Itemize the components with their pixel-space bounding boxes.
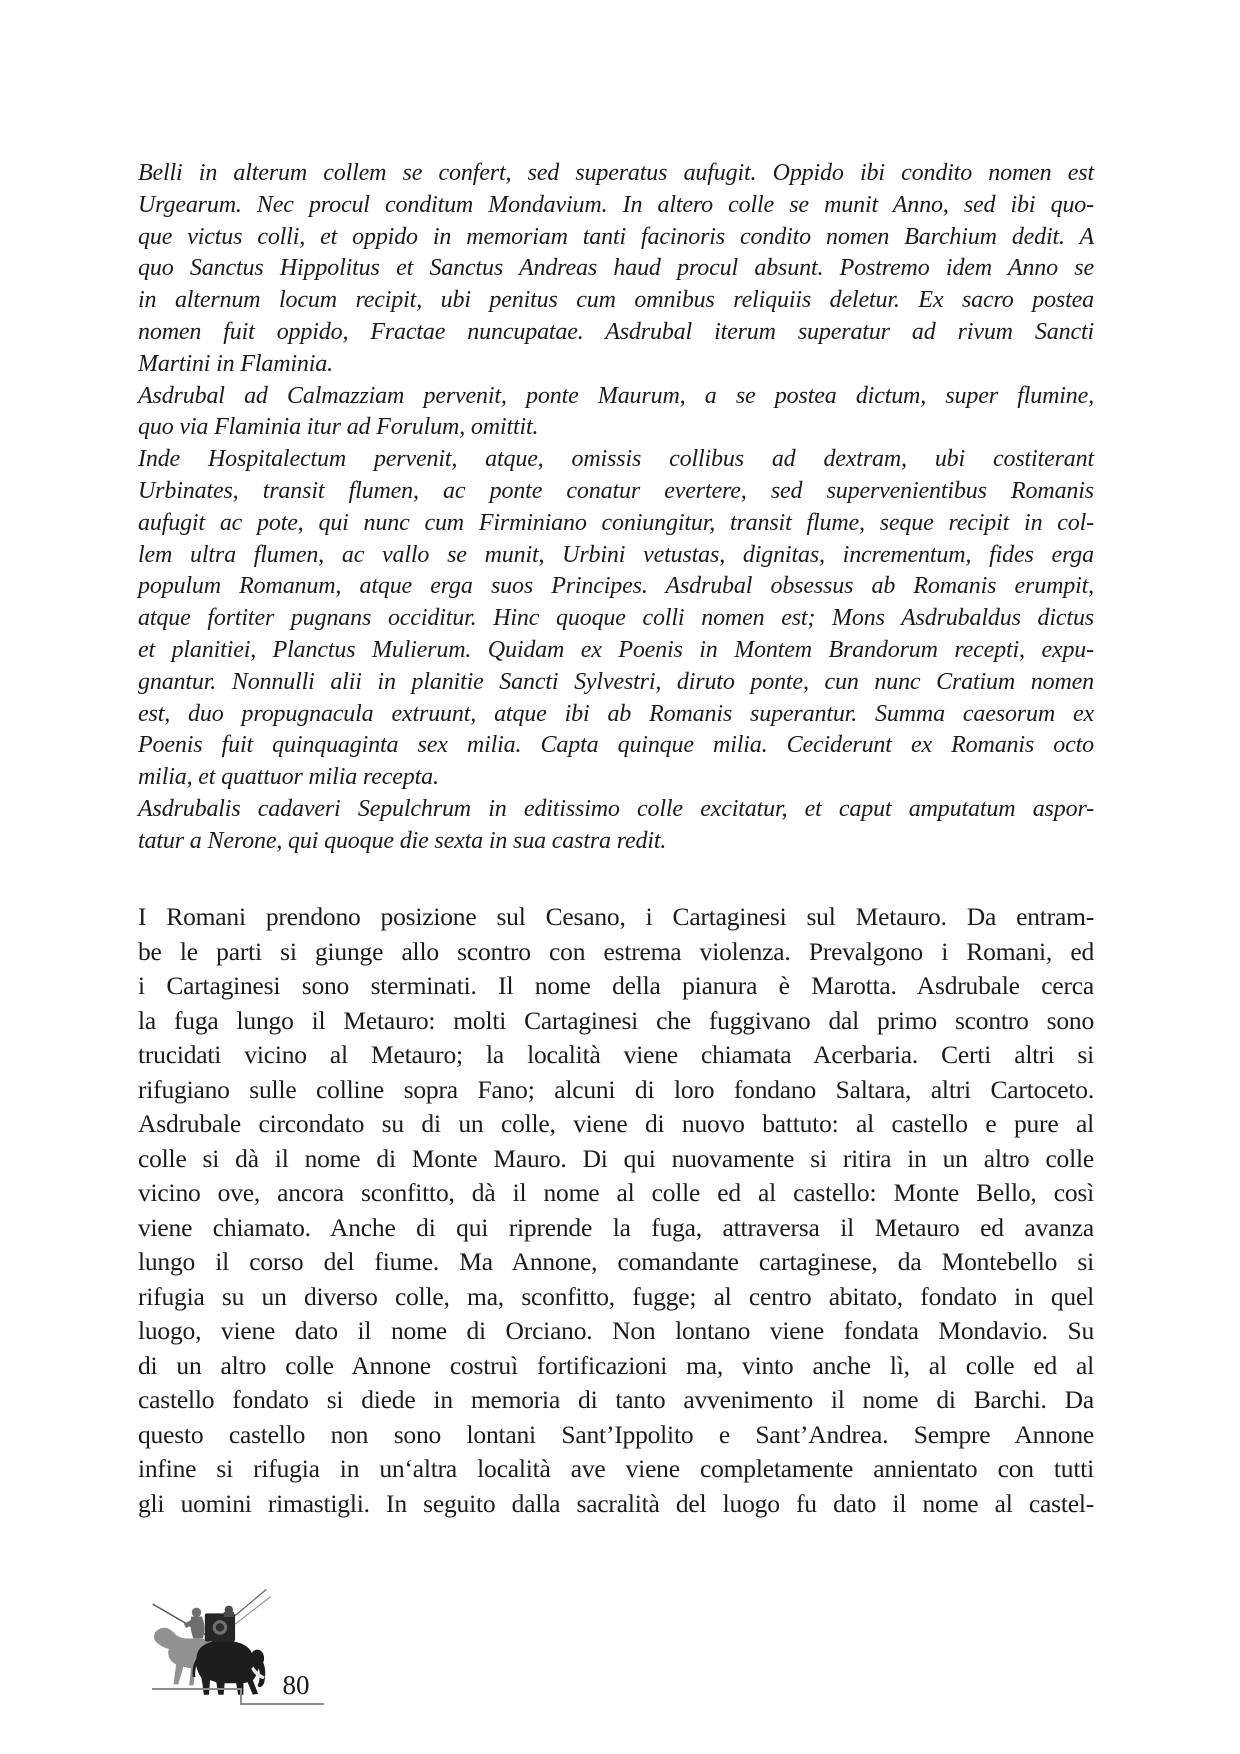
text-line: questo castello non sono lontani Sant’Ippolito e Sant’Andrea. Sempre Annone [138, 1419, 1094, 1449]
footer-rule-lower [240, 1703, 324, 1705]
text-line: viene chiamato. Anche di qui riprende la fuga, attraversa il Metauro ed avanza [138, 1212, 1094, 1242]
text-line: luogo, viene dato il nome di Orciano. Non lontano viene fondata Mondavio. Su [138, 1316, 1094, 1345]
text-line: Poenis fuit quinquaginta sex milia. Capta quinque milia. Ceciderunt ex Romanis octo [138, 732, 1094, 759]
text-line: Martini in Flaminia. [138, 350, 334, 377]
text-line: be le parti si giunge allo scontro con estrema violenza. Prevalgono i Romani, ed [138, 936, 1094, 966]
text-line: Belli in alterum collem se confert, sed superatus aufugit. Oppido ibi condito nomen est [138, 160, 1094, 186]
text-line: Inde Hospitalectum pervenit, atque, omissis collibus ad dextram, ubi costiterant [138, 446, 1094, 473]
text-line: lungo il corso del fiume. Ma Annone, comandante cartaginese, da Montebello si [138, 1247, 1094, 1276]
war-elephant-horseman-illustration [146, 1580, 272, 1700]
text-line: Urgearum. Nec procul conditum Mondavium. In altero colle se munit Anno, sed ibi quo- [138, 191, 1094, 218]
text-line: la fuga lungo il Metauro: molti Cartaginesi che fuggivano dal primo scontro sono [138, 1005, 1094, 1035]
text-line: est, duo propugnacula extruunt, atque ibi ab Romanis superantur. Summa caesorum ex [138, 700, 1094, 727]
text-line: Urbinates, transit flumen, ac ponte conatur evertere, sed supervenientibus Romanis [138, 477, 1094, 504]
paragraph [138, 158, 1094, 381]
text-line: vicino ove, ancora sconfitto, dà il nome al colle ed al castello: Monte Bello, così [138, 1178, 1094, 1207]
text-line: Asdrubalis cadaveri Sepulchrum in editissimo colle excitatur, et caput amputatum aspor- [138, 795, 1094, 822]
text-line: milia, et quattuor milia recepta. [138, 764, 439, 791]
text-line: tatur a Nerone, qui quoque die sexta in sua castra redit. [138, 827, 667, 854]
text-line: colle si dà il nome di Monte Mauro. Di qui nuovamente si ritira in un altro colle [138, 1143, 1094, 1173]
text-line: gnantur. Nonnulli alii in planitie Sancti Sylvestri, diruto ponte, cun nunc Cratium nomen [138, 668, 1094, 695]
text-line: I Romani prendono posizione sul Cesano, i Cartaginesi sul Metauro. Da entram- [138, 902, 1094, 931]
paragraph [138, 794, 1094, 858]
footer-rule-upper [152, 1688, 242, 1690]
text-line: quo Sanctus Hippolitus et Sanctus Andreas haud procul absunt. Postremo idem Anno se [138, 255, 1094, 282]
text-line: rifugiano sulle colline sopra Fano; alcuni di loro fondano Saltara, altri Cartoceto. [138, 1074, 1094, 1104]
text-line: castello fondato si diede in memoria di tanto avvenimento il nome di Barchi. Da [138, 1385, 1094, 1414]
text-line: rifugia su un diverso colle, ma, sconfitto, fugge; al centro abitato, fondato in quel [138, 1281, 1094, 1311]
text-line: Asdrubale circondato su di un colle, viene di nuovo battuto: al castello e pure al [138, 1109, 1094, 1138]
paragraph [138, 381, 1094, 445]
text-line: populum Romanum, atque erga suos Principes. Asdrubal obsessus ab Romanis erumpit, [138, 573, 1094, 600]
text-line: Asdrubal ad Calmazziam pervenit, ponte Maurum, a se postea dictum, super flumine, [138, 382, 1094, 409]
text-line: gli uomini rimastigli. In seguito dalla sacralità del luogo fu dato il nome al castel- [138, 1488, 1094, 1518]
text-line: i Cartaginesi sono sterminati. Il nome della pianura è Marotta. Asdrubale cerca [138, 971, 1094, 1000]
text-line: di un altro colle Annone costruì fortificazioni ma, vinto anche lì, al colle ed al [138, 1350, 1094, 1380]
text-line: in alternum locum recipit, ubi penitus cum omnibus reliquiis deletur. Ex sacro postea [138, 287, 1094, 314]
latin-text-section [138, 158, 1094, 858]
text-line: que victus colli, et oppido in memoriam tanti facinoris condito nomen Barchium dedit. A [138, 223, 1094, 250]
italian-text-section [138, 900, 1094, 1521]
paragraph [138, 900, 1094, 1521]
text-line: quo via Flaminia itur ad Forulum, omittit. [138, 414, 539, 441]
text-line: nomen fuit oppido, Fractae nuncupatae. Asdrubal iterum superatur ad rivum Sancti [138, 318, 1094, 345]
text-line: et planitiei, Planctus Mulierum. Quidam ex Poenis in Montem Brandorum recepti, expu- [138, 636, 1094, 663]
text-line: infine si rifugia in un‘altra località ave viene completamente annientato con tutti [138, 1454, 1094, 1483]
text-line: aufugit ac pote, qui nunc cum Firminiano coniungitur, transit flume, seque recipit in col- [138, 509, 1094, 536]
text-line: atque fortiter pugnans occiditur. Hinc quoque colli nomen est; Mons Asdrubaldus dictus [138, 605, 1094, 632]
text-line: trucidati vicino al Metauro; la località viene chiamata Acerbaria. Certi altri si [138, 1040, 1094, 1069]
paragraph [138, 444, 1094, 794]
text-line: lem ultra flumen, ac vallo se munit, Urbini vetustas, dignitas, incrementum, fides erga [138, 541, 1094, 568]
page-number: 80 [282, 1670, 310, 1700]
